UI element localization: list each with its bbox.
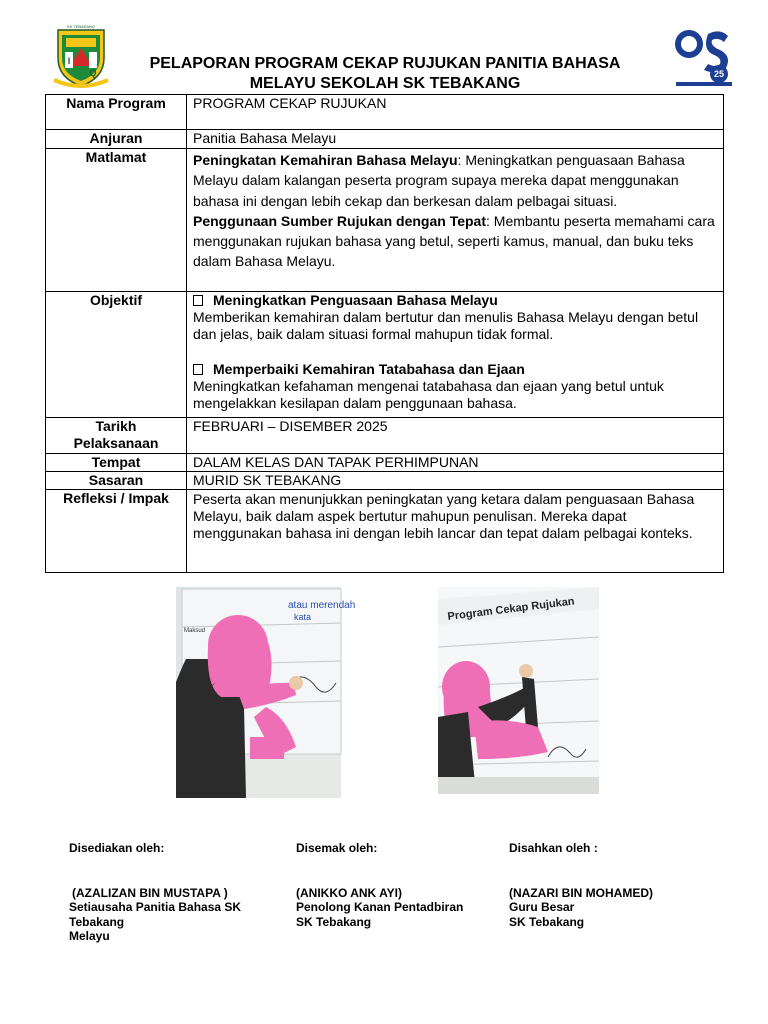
board-text-1: atau merendah bbox=[288, 600, 356, 611]
prepared-role-line-1: Setiausaha Panitia Bahasa SK bbox=[69, 900, 242, 914]
photo-2-illustration bbox=[438, 587, 599, 794]
school-crest-icon bbox=[52, 22, 110, 88]
matlamat-paragraph-2 bbox=[193, 211, 717, 272]
label-tarikh bbox=[46, 418, 187, 454]
approved-role-line-2: SK Tebakang bbox=[509, 914, 585, 929]
value-nama-program: PROGRAM CEKAP RUJUKAN bbox=[187, 95, 724, 130]
matlamat-text-2: : Membantu peserta memahami cara menggunakan rujukan bahasa yang betul, seperti kamus, manual, dan buku teks dalam Bahasa Melayu. bbox=[193, 212, 715, 270]
row-nama-program bbox=[46, 95, 724, 130]
label-sasaran: Sasaran bbox=[46, 472, 187, 490]
row-objektif bbox=[46, 292, 724, 418]
checked-name: (ANIKKO ANK AYI) bbox=[296, 885, 403, 900]
value-anjuran: Panitia Bahasa Melayu bbox=[187, 130, 724, 149]
page-title bbox=[115, 54, 655, 94]
row-sasaran bbox=[46, 472, 724, 490]
report-header bbox=[0, 0, 768, 95]
checkbox-icon bbox=[193, 295, 203, 306]
objektif-heading-2 bbox=[193, 361, 717, 378]
label-nama-program: Nama Program bbox=[46, 95, 187, 130]
objektif-heading-1-text: Meningkatkan Penguasaan Bahasa Melayu bbox=[213, 292, 498, 308]
checked-role-line-1: Penolong Kanan Pentadbiran bbox=[296, 900, 464, 914]
signature-checked bbox=[296, 841, 496, 929]
value-tarikh: FEBRUARI – DISEMBER 2025 bbox=[187, 418, 724, 454]
objektif-heading-2-text: Memperbaiki Kemahiran Tatabahasa dan Ejaan bbox=[213, 361, 525, 377]
prepared-role-line-3: Melayu bbox=[69, 929, 110, 943]
objektif-text-1: Memberikan kemahiran dalam bertutur dan menulis Bahasa Melayu dengan betul dan jelas, baik dalam situasi formal mahupun tidak formal. bbox=[193, 309, 699, 342]
crest-top-text: SK TEBAKANG bbox=[66, 24, 96, 29]
checked-label: Disemak oleh: bbox=[296, 841, 378, 855]
anniversary-25-icon bbox=[674, 24, 734, 90]
title-line-2: MELAYU SEKOLAH SK TEBAKANG bbox=[249, 75, 521, 92]
matlamat-heading-1: Peningkatan Kemahiran Bahasa Melayu bbox=[193, 152, 458, 168]
report-table bbox=[45, 94, 724, 573]
approved-role-line-1: Guru Besar bbox=[509, 900, 575, 914]
photo-1-illustration bbox=[176, 587, 356, 798]
board-banner-text: Program Cekap Rujukan bbox=[446, 595, 576, 623]
prepared-role-line-2: Tebakang bbox=[69, 914, 125, 929]
value-matlamat bbox=[187, 149, 724, 292]
title-line-1: PELAPORAN PROGRAM CEKAP RUJUKAN PANITIA BAHASA bbox=[149, 55, 621, 72]
row-tarikh bbox=[46, 418, 724, 454]
checked-role-line-2: SK Tebakang bbox=[296, 914, 372, 929]
matlamat-heading-2: Penggunaan Sumber Rujukan dengan Tepat bbox=[193, 212, 486, 229]
activity-photo-1 bbox=[176, 587, 356, 798]
prepared-label: Disediakan oleh: bbox=[69, 841, 165, 855]
label-refleksi: Refleksi / Impak bbox=[46, 490, 187, 573]
board-text-3: Maksud bbox=[184, 628, 206, 634]
objektif-heading-1 bbox=[193, 292, 717, 309]
approved-label: Disahkan oleh : bbox=[509, 841, 598, 855]
row-anjuran bbox=[46, 130, 724, 149]
value-refleksi: Peserta akan menunjukkan peningkatan yang ketara dalam penguasaan Bahasa Melayu, baik dalam aspek bertutur mahupun penulisan. Mereka dapat menggunakan bahasa ini dengan lebih lancar dan tepat dalam pelbagai konteks. bbox=[187, 490, 724, 573]
anniversary-number: 25 bbox=[713, 69, 725, 79]
prepared-name: (AZALIZAN BIN MUSTAPA ) bbox=[72, 885, 228, 900]
activity-photo-2 bbox=[438, 587, 599, 794]
label-tarikh-line-1: Tarikh bbox=[95, 418, 137, 434]
crest-letter-i: I bbox=[67, 56, 71, 66]
board-text-2: kata bbox=[294, 612, 312, 622]
value-objektif bbox=[187, 292, 724, 418]
label-matlamat: Matlamat bbox=[46, 149, 187, 292]
signature-approved bbox=[509, 841, 709, 929]
row-matlamat bbox=[46, 149, 724, 292]
row-refleksi bbox=[46, 490, 724, 573]
matlamat-paragraph-1 bbox=[193, 150, 717, 211]
checkbox-icon bbox=[193, 364, 203, 375]
label-tarikh-line-2: Pelaksanaan bbox=[73, 435, 159, 451]
spacer bbox=[193, 343, 717, 361]
crest-letter-q: Q bbox=[89, 68, 97, 78]
label-anjuran: Anjuran bbox=[46, 130, 187, 149]
value-tempat: DALAM KELAS DAN TAPAK PERHIMPUNAN bbox=[187, 454, 724, 472]
value-sasaran: MURID SK TEBAKANG bbox=[187, 472, 724, 490]
label-objektif: Objektif bbox=[46, 292, 187, 418]
objektif-text-2: Meningkatkan kefahaman mengenai tatabahasa dan ejaan yang betul untuk mengelakkan kesilapan dalam penggunaan bahasa. bbox=[193, 378, 664, 411]
label-tempat: Tempat bbox=[46, 454, 187, 472]
matlamat-text-1: : Meningkatkan penguasaan Bahasa Melayu dalam kalangan peserta program supaya mereka dapat menggunakan bahasa ini dengan lebih cekap dan berkesan dalam pelbagai situasi. bbox=[193, 152, 685, 209]
row-tempat bbox=[46, 454, 724, 472]
signature-prepared bbox=[69, 841, 269, 944]
approved-name: (NAZARI BIN MOHAMED) bbox=[509, 885, 653, 900]
